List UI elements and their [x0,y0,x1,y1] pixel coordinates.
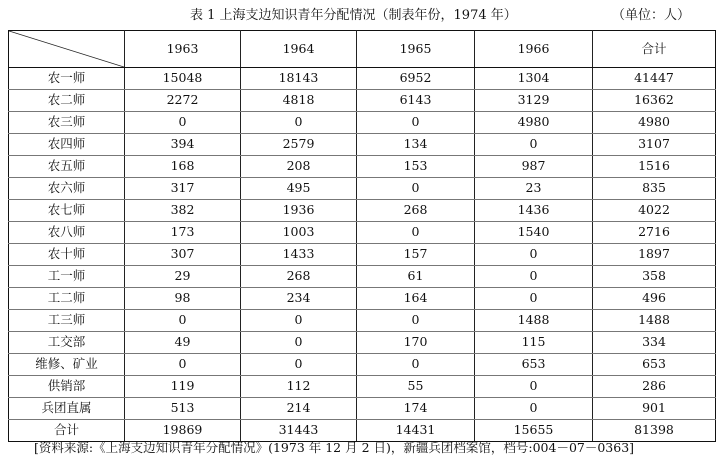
table-cell: 16362 [593,90,716,112]
table-cell: 835 [593,178,716,200]
table-cell: 1936 [241,200,357,222]
table-cell: 55 [357,376,475,398]
table-row [9,156,716,178]
table-cell: 317 [125,178,241,200]
table-cell: 98 [125,288,241,310]
unit-note: （单位：人） [611,8,690,23]
table-cell: 168 [125,156,241,178]
table-cell: 1304 [475,68,593,90]
table-cell: 1003 [241,222,357,244]
table-cell: 0 [357,112,475,134]
table-cell: 0 [357,222,475,244]
table-cell: 134 [357,134,475,156]
table-cell: 119 [125,376,241,398]
table-cell: 0 [475,376,593,398]
table-row [9,354,716,376]
diagonal-line [9,31,124,67]
table-cell: 174 [357,398,475,420]
table-cell: 0 [475,398,593,420]
table-cell: 3107 [593,134,716,156]
table-cell: 0 [125,310,241,332]
row-label: 农六师 [9,178,125,200]
table-cell: 6952 [357,68,475,90]
row-label: 农八师 [9,222,125,244]
table-cell: 3129 [475,90,593,112]
table-row [9,332,716,354]
table-cell: 0 [357,310,475,332]
table-cell: 19869 [125,420,241,442]
table-cell: 153 [357,156,475,178]
table-cell: 653 [475,354,593,376]
column-header: 1963 [125,31,241,68]
table-cell: 1516 [593,156,716,178]
row-label: 农二师 [9,90,125,112]
table-row [9,222,716,244]
table-cell: 23 [475,178,593,200]
table-row [9,68,716,90]
table-cell: 0 [241,332,357,354]
table-row [9,288,716,310]
table-row [9,244,716,266]
table-cell: 4980 [475,112,593,134]
table-title: 表 1 上海支边知识青年分配情况（制表年份，1974 年） [190,8,517,23]
table-cell: 2272 [125,90,241,112]
table-cell: 157 [357,244,475,266]
table-cell: 112 [241,376,357,398]
row-label: 维修、矿业 [9,354,125,376]
table-cell: 286 [593,376,716,398]
table-cell: 1897 [593,244,716,266]
table-cell: 18143 [241,68,357,90]
table-row [9,112,716,134]
table-cell: 1433 [241,244,357,266]
table-cell: 164 [357,288,475,310]
table-cell: 4818 [241,90,357,112]
table-cell: 29 [125,266,241,288]
row-label: 农十师 [9,244,125,266]
table-row [9,178,716,200]
table-cell: 0 [125,354,241,376]
table-cell: 61 [357,266,475,288]
table-cell: 394 [125,134,241,156]
table-cell: 2716 [593,222,716,244]
row-label: 供销部 [9,376,125,398]
table-cell: 0 [357,178,475,200]
table-cell: 6143 [357,90,475,112]
table-cell: 653 [593,354,716,376]
allocation-table [8,30,716,442]
source-note: [资料来源:《上海支边知识青年分配情况》(1973 年 12 月 2 日)，新疆兵团档案馆，档号:004－07－0363] [34,440,635,455]
table-cell: 0 [241,310,357,332]
table-cell: 49 [125,332,241,354]
table-cell: 1436 [475,200,593,222]
table-cell: 115 [475,332,593,354]
table-cell: 334 [593,332,716,354]
table-cell: 268 [241,266,357,288]
table-cell: 268 [357,200,475,222]
table-cell: 234 [241,288,357,310]
table-row [9,200,716,222]
table-cell: 0 [241,354,357,376]
table-cell: 214 [241,398,357,420]
table-cell: 0 [475,288,593,310]
table-cell: 901 [593,398,716,420]
row-label: 农五师 [9,156,125,178]
table-cell: 41447 [593,68,716,90]
table-cell: 358 [593,266,716,288]
table-cell: 987 [475,156,593,178]
table-caption [0,6,724,26]
table-cell: 495 [241,178,357,200]
table-cell: 4980 [593,112,716,134]
table-row [9,376,716,398]
table-row [9,266,716,288]
table-cell: 15048 [125,68,241,90]
table-body [9,68,716,420]
table-cell: 2579 [241,134,357,156]
table-cell: 382 [125,200,241,222]
column-header: 1965 [357,31,475,68]
table-cell: 513 [125,398,241,420]
table-cell: 307 [125,244,241,266]
table-cell: 81398 [593,420,716,442]
table-cell: 1540 [475,222,593,244]
table-cell: 0 [475,266,593,288]
table-cell: 0 [475,134,593,156]
column-header: 1966 [475,31,593,68]
row-label: 合计 [9,420,125,442]
row-label: 农四师 [9,134,125,156]
table-cell: 14431 [357,420,475,442]
table-cell: 0 [475,244,593,266]
table-cell: 0 [241,112,357,134]
table-cell: 173 [125,222,241,244]
diagonal-header-cell [9,31,125,68]
table-cell: 0 [125,112,241,134]
table-row [9,134,716,156]
row-label: 工三师 [9,310,125,332]
table-cell: 0 [357,354,475,376]
column-header: 合计 [593,31,716,68]
table-cell: 1488 [475,310,593,332]
row-label: 工一师 [9,266,125,288]
row-label: 工二师 [9,288,125,310]
table-cell: 4022 [593,200,716,222]
table-cell: 15655 [475,420,593,442]
table-cell: 1488 [593,310,716,332]
table-cell: 208 [241,156,357,178]
table-row [9,310,716,332]
table-cell: 496 [593,288,716,310]
header-row [9,31,716,68]
column-header: 1964 [241,31,357,68]
table-row [9,90,716,112]
row-label: 农三师 [9,112,125,134]
row-label: 工交部 [9,332,125,354]
table-row [9,398,716,420]
row-label: 兵团直属 [9,398,125,420]
table-cell: 170 [357,332,475,354]
row-label: 农一师 [9,68,125,90]
table-cell: 31443 [241,420,357,442]
row-label: 农七师 [9,200,125,222]
